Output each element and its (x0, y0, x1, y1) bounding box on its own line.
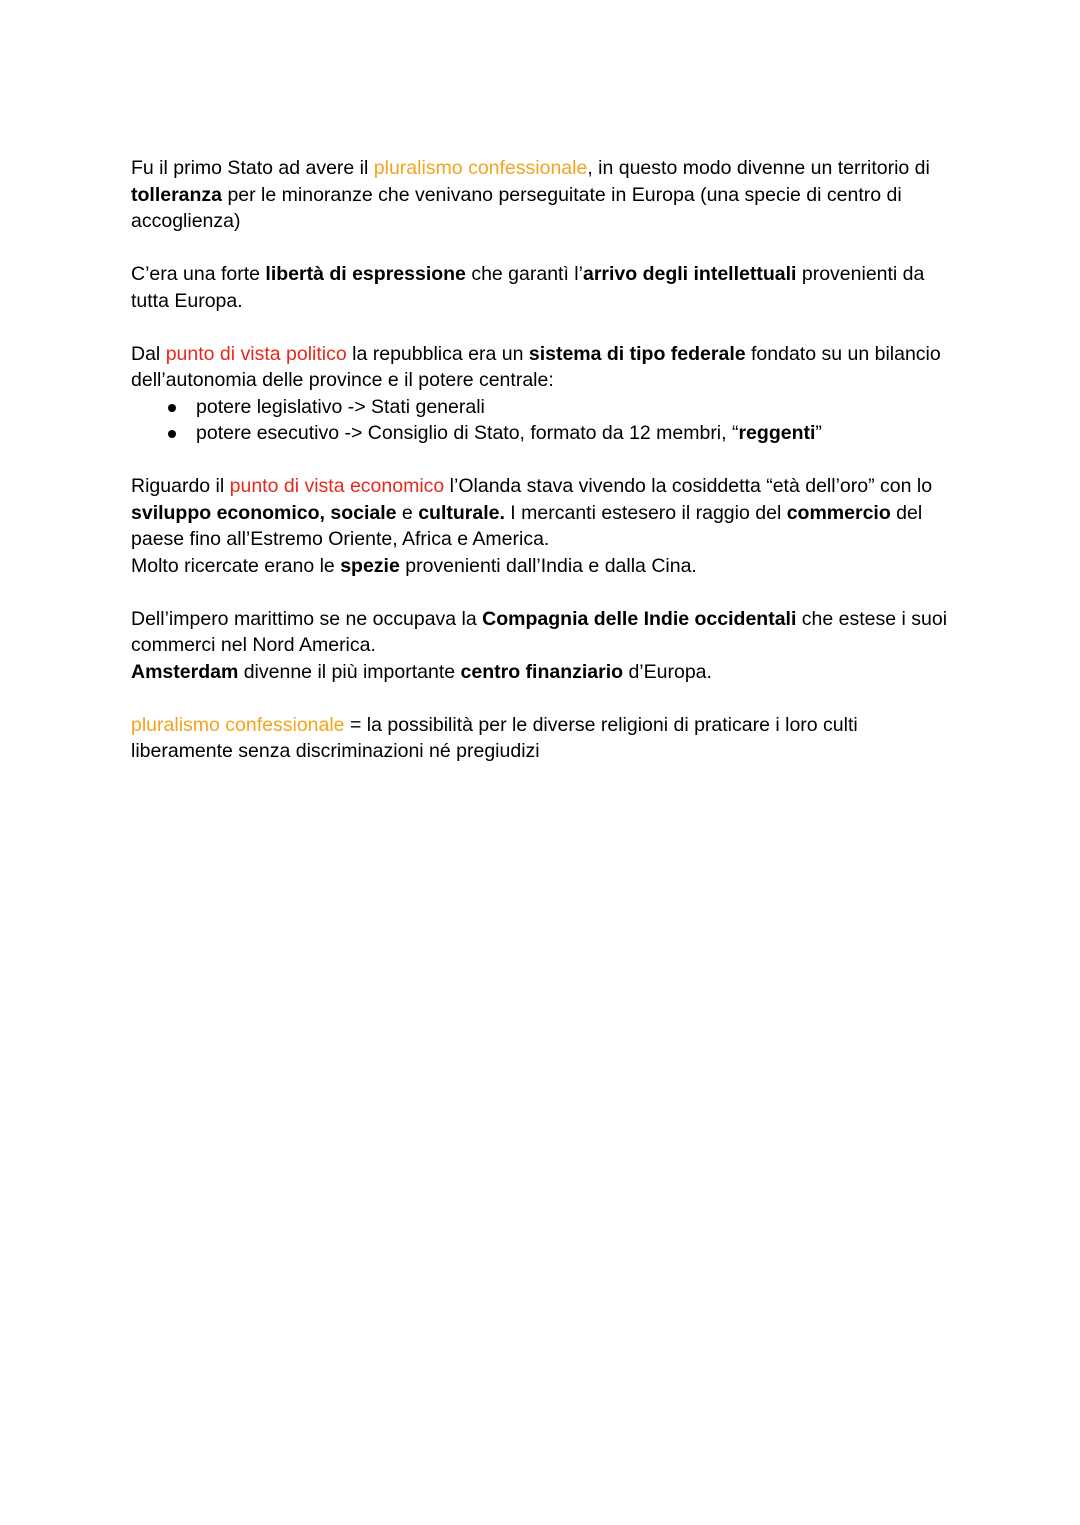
list-item-text: potere legislativo -> Stati generali (196, 395, 485, 418)
list-item (131, 394, 961, 421)
highlight-pluralismo-definizione: pluralismo confessionale (131, 713, 345, 736)
bold-spezie: spezie (340, 554, 400, 577)
text-run: Fu il primo Stato ad avere il (131, 157, 374, 179)
bold-tolleranza: tolleranza (131, 183, 223, 206)
document-body (131, 155, 961, 791)
bold-commercio: commercio (786, 501, 891, 524)
text-run: che estese i suoi commerci nel Nord America. (131, 607, 948, 656)
bold-compagnia-indie: Compagnia delle Indie occidentali (482, 607, 797, 630)
bullet-icon (168, 404, 176, 412)
highlight-punto-economico: punto di vista economico (229, 475, 445, 497)
bold-liberta-espressione: libertà di espressione (265, 263, 466, 285)
text-run: la repubblica era un (346, 342, 529, 365)
paragraph-economico (131, 473, 961, 553)
text-run: , in questo modo divenne un territorio di (587, 157, 930, 179)
bullet-icon (168, 430, 176, 438)
bold-sistema-federale: sistema di tipo federale (528, 342, 746, 365)
text-run: C’era una forte (131, 263, 266, 285)
text-run: fondato su un bilancio dell’autonomia delle province e il potere centrale: (131, 342, 941, 391)
bold-reggenti: reggenti (738, 422, 816, 444)
text-run: Riguardo il (131, 475, 230, 497)
text-run: I mercanti estesero il raggio del (504, 501, 787, 524)
bold-culturale: culturale. (418, 501, 505, 524)
text-run: provenienti dall’India e dalla Cina. (399, 554, 697, 577)
paragraph-amsterdam (131, 659, 961, 686)
text-run: del paese fino all’Estremo Oriente, Africa e America. (131, 501, 923, 550)
paragraph-pluralismo (131, 155, 961, 235)
text-run: divenne il più importante (238, 660, 461, 683)
paragraph-definizione (131, 712, 961, 765)
text-run: = la possibilità per le diverse religioni di praticare i loro culti liberamente senza discriminazioni né pregiudizi (131, 713, 858, 762)
bullet-list-poteri (131, 394, 961, 447)
text-run: e (396, 501, 419, 524)
paragraph-impero-marittimo (131, 606, 961, 659)
bold-centro-finanziario: centro finanziario (460, 660, 624, 683)
bold-arrivo-intellettuali: arrivo degli intellettuali (582, 263, 797, 285)
text-run: Molto ricercate erano le (131, 554, 341, 577)
list-item-text: ” (815, 422, 822, 444)
highlight-pluralismo: pluralismo confessionale (373, 157, 588, 179)
bold-sviluppo: sviluppo economico, sociale (131, 501, 397, 524)
text-run: per le minoranze che venivano perseguitate in Europa (una specie di centro di accoglienza) (131, 183, 902, 232)
paragraph-politico (131, 341, 961, 394)
list-item-text: potere esecutivo -> Consiglio di Stato, formato da 12 membri, “ (196, 422, 739, 444)
text-run: che garantì l’ (465, 263, 583, 285)
text-run: Dal (131, 342, 166, 365)
highlight-punto-politico: punto di vista politico (165, 342, 347, 365)
text-run: d’Europa. (623, 660, 712, 683)
bold-amsterdam: Amsterdam (131, 660, 239, 683)
text-run: provenienti da tutta Europa. (131, 263, 925, 312)
list-item (131, 420, 961, 447)
text-run: Dell’impero marittimo se ne occupava la (131, 607, 483, 630)
text-run: l’Olanda stava vivendo la cosiddetta “età dell’oro” con lo (444, 475, 933, 497)
paragraph-liberta (131, 261, 961, 314)
paragraph-spezie (131, 553, 961, 580)
